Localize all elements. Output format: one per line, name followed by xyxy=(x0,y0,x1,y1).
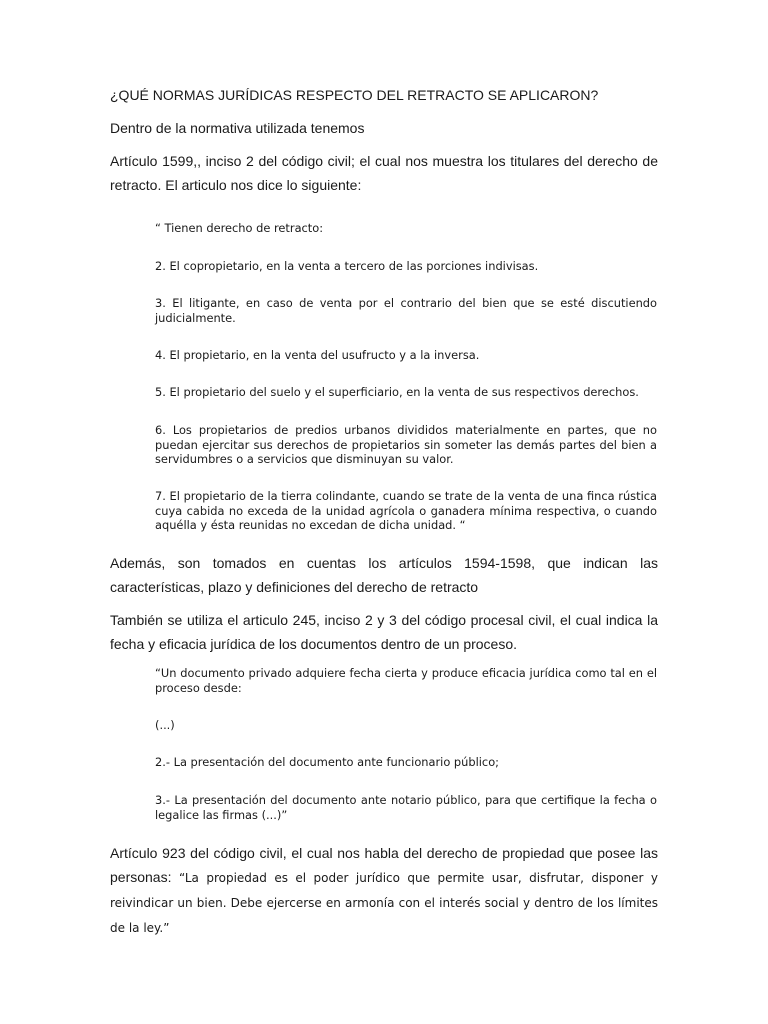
article-923-paragraph xyxy=(110,841,658,940)
ellipsis-line: (...) xyxy=(155,718,175,732)
list-item: 6. Los propietarios de predios urbanos divididos materialmente en partes, que no puedan ejercitar sus derechos de propietarios sin someter las demás partes del bien a servidumbres o a servicios que disminuyan su valor. xyxy=(155,423,657,466)
list-item: 3. El litigante, en caso de venta por el contrario del bien que se esté discutiendo judicialmente. xyxy=(155,296,657,325)
list-item: 7. El propietario de la tierra colindante, cuando se trate de la venta de una finca rústica cuya cabida no exceda de la unidad agrícola o ganadera mínima respectiva, o cuando aquélla y ésta reunidas no excedan de dicha unidad. “ xyxy=(155,489,657,532)
article-245-paragraph: También se utiliza el articulo 245, inciso 2 y 3 del código procesal civil, el cual indica la fecha y eficacia jurídica de los documentos dentro de un proceso. xyxy=(110,612,658,652)
quote-open-line: “ Tienen derecho de retracto: xyxy=(155,221,324,235)
list-item: 2.- La presentación del documento ante funcionario público; xyxy=(155,755,499,769)
quote-open-line: “Un documento privado adquiere fecha cierta y produce eficacia jurídica como tal en el proceso desde: xyxy=(155,666,657,695)
list-item: 4. El propietario, en la venta del usufructo y a la inversa. xyxy=(155,348,480,362)
article-923-text: Artículo 923 del código civil, el cual nos habla del derecho de propiedad que posee las personas: xyxy=(110,845,658,885)
document-heading: ¿QUÉ NORMAS JURÍDICAS RESPECTO DEL RETRACTO SE APLICARON? xyxy=(110,87,599,103)
article-1599-paragraph: Artículo 1599,, inciso 2 del código civil; el cual nos muestra los titulares del derecho de retracto. El articulo nos dice lo siguiente: xyxy=(110,153,658,193)
list-item: 2. El copropietario, en la venta a tercero de las porciones indivisas. xyxy=(155,259,539,273)
list-item: 5. El propietario del suelo y el superficiario, en la venta de sus respectivos derechos. xyxy=(155,385,639,399)
article-923-quote: “La propiedad es el poder jurídico que permite usar, disfrutar, disponer y reivindicar un bien. Debe ejercerse en armonía con el interés social y dentro de los límites de la ley.” xyxy=(110,871,658,935)
ademas-paragraph: Además, son tomados en cuentas los artículos 1594-1598, que indican las características, plazo y definiciones del derecho de retracto xyxy=(110,555,658,595)
list-item: 3.- La presentación del documento ante notario público, para que certifique la fecha o legalice las firmas (...)” xyxy=(155,793,657,822)
intro-paragraph: Dentro de la normativa utilizada tenemos xyxy=(110,120,365,136)
